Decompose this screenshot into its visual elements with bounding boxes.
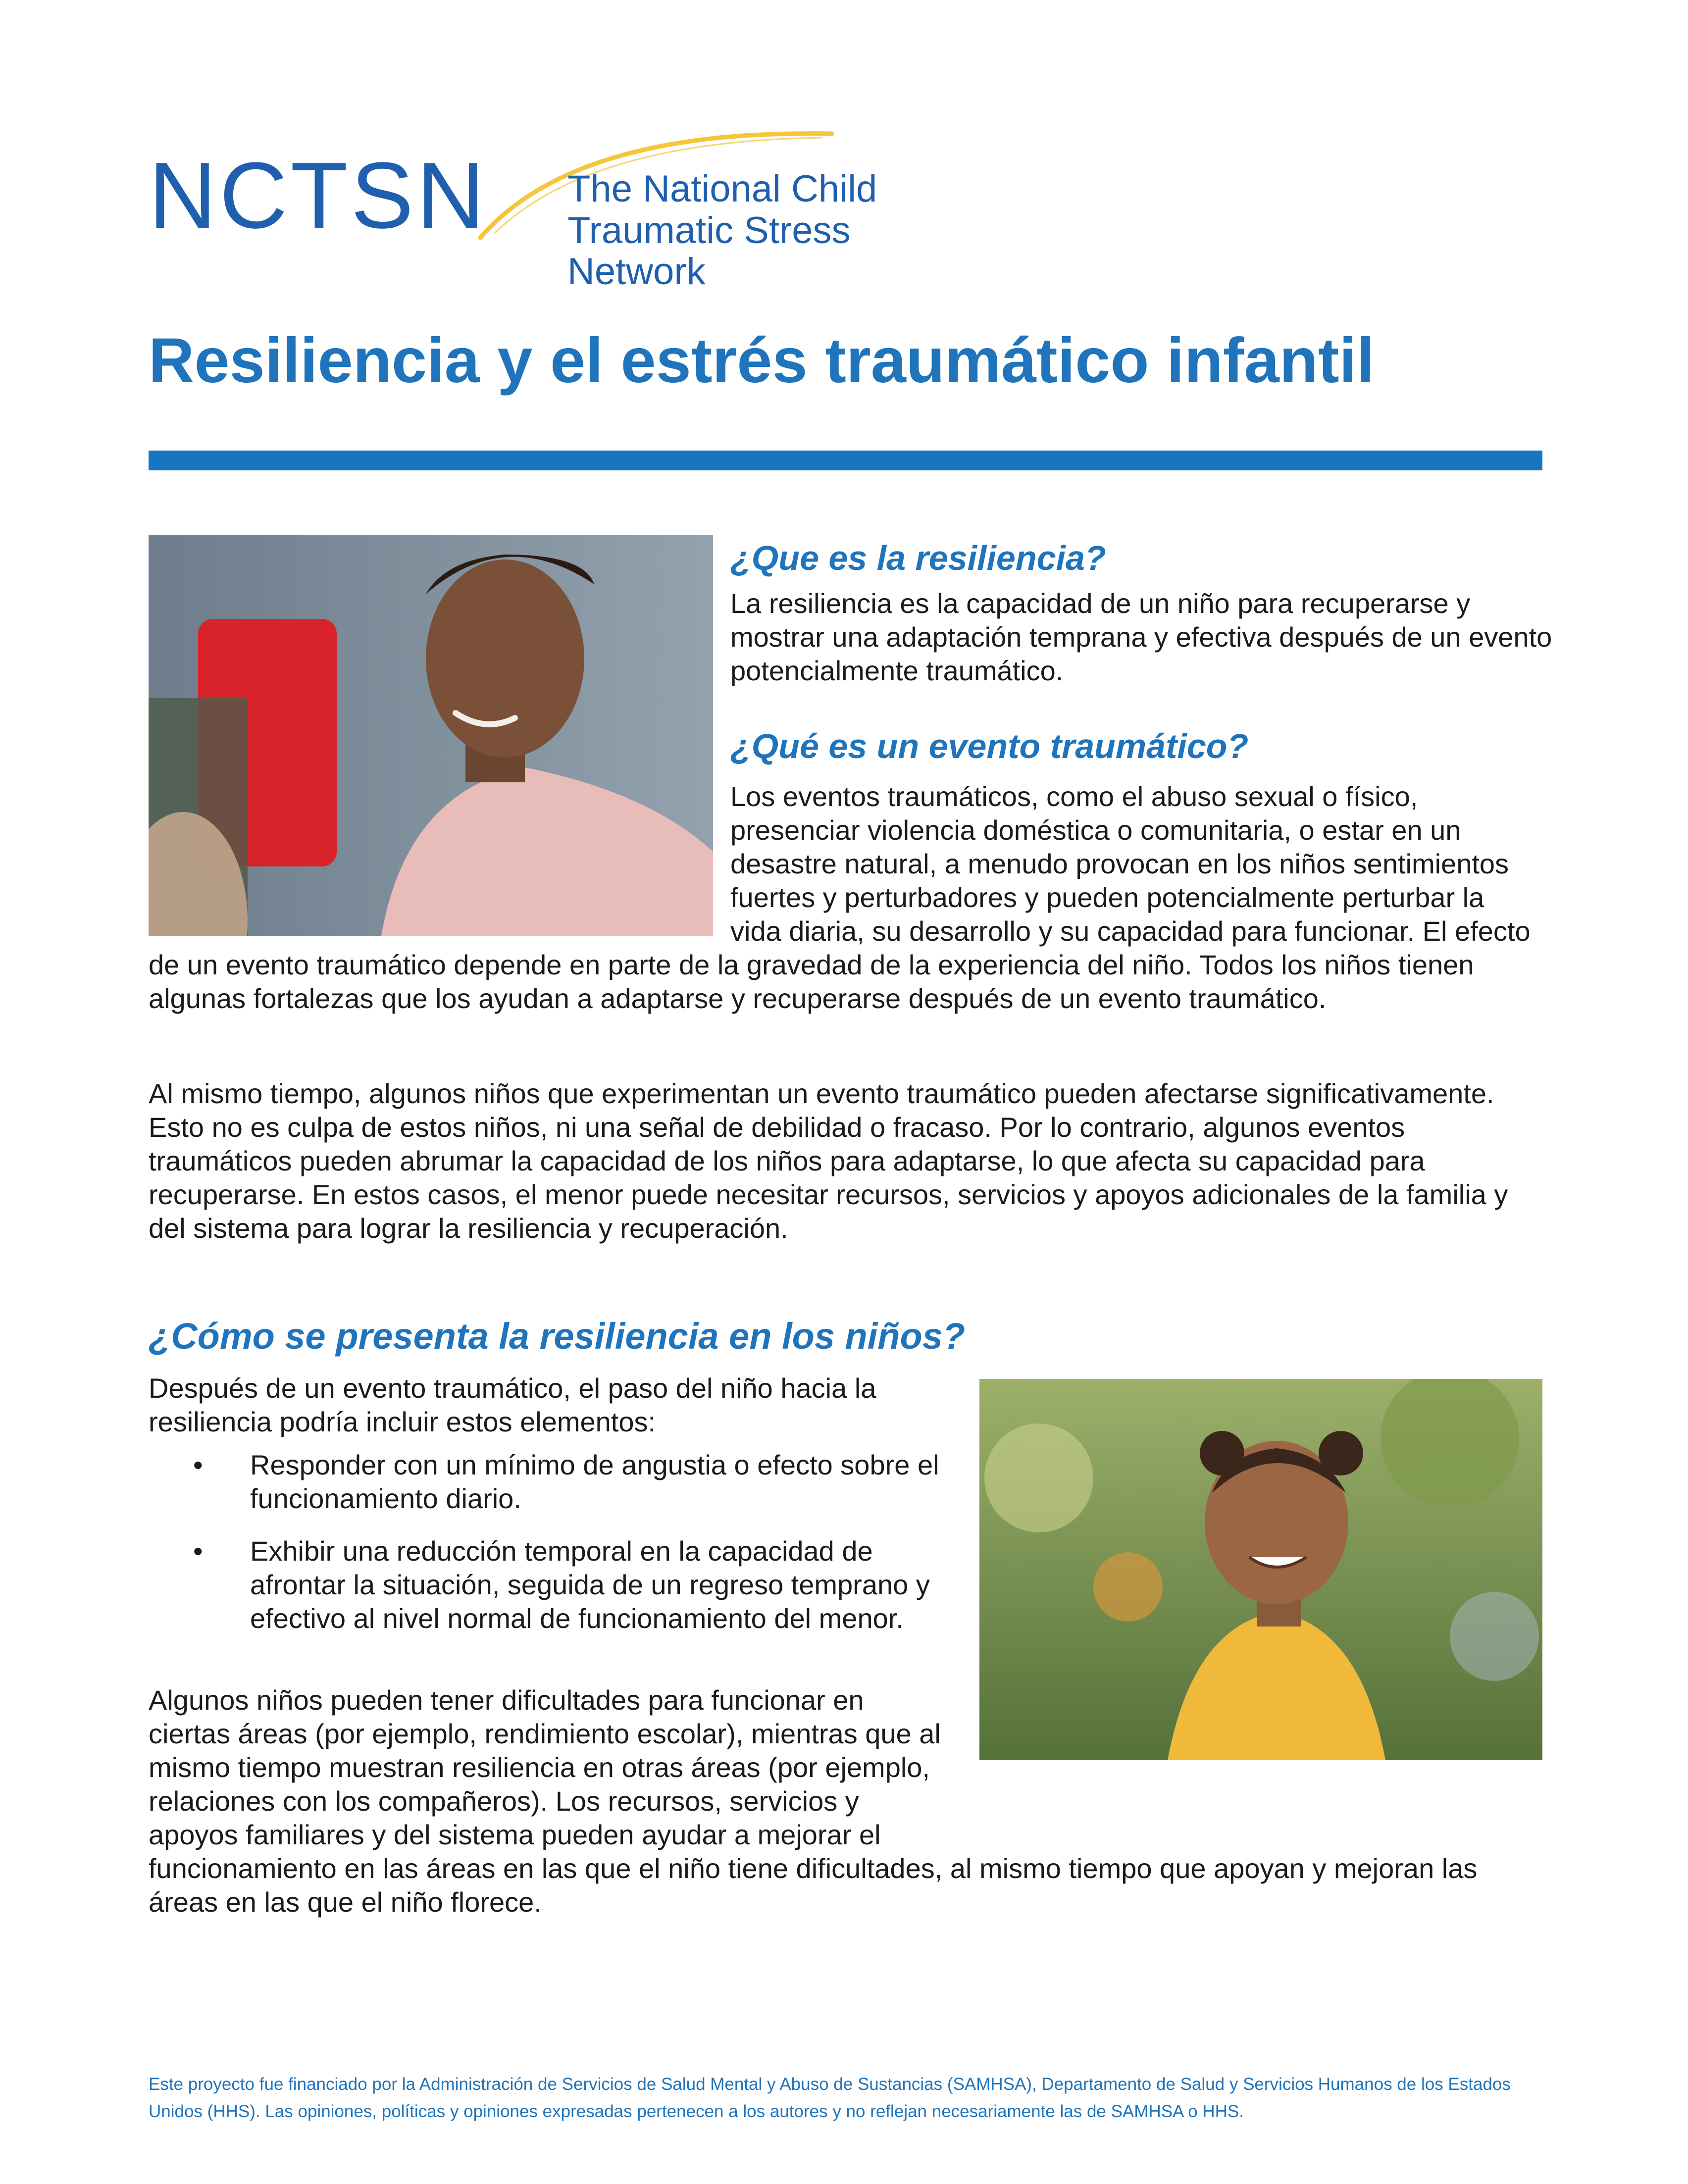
title-divider	[149, 451, 1542, 470]
bullet-icon: •	[193, 1535, 203, 1567]
bullet-icon: •	[193, 1449, 203, 1480]
page-title: Resiliencia y el estrés traumático infantil	[149, 325, 1375, 396]
logo-org-line2: Traumatic Stress Network	[567, 209, 851, 293]
logo-org-line1: The National Child	[567, 168, 877, 210]
section-heading-resilience: ¿Que es la resiliencia?	[730, 539, 1106, 577]
funding-disclaimer: Este proyecto fue financiado por la Administración de Servicios de Salud Mental y Abuso de Sustancias (SAMHSA), Departamento de Salud y Servicios Humanos de los Estados Unidos (HHS). Las opiniones, políticas y opiniones expresadas pertenecen a los autores y no reflejan necesariamente las de SAMHSA o HHS.	[149, 2075, 1511, 2121]
closing-text-block	[149, 1683, 1542, 1919]
traumatic-event-impact: Al mismo tiempo, algunos niños que experimentan un evento traumático pueden afectarse significativamente. Esto no es culpa de estos niños, ni una señal de debilidad o fracaso. Por lo contrario, algunos eventos traumáticos pueden abrumar la capacidad de los niños para adaptarse, lo que afecta su capacidad para recuperarse. En estos casos, el menor puede necesitar recursos, servicios y apoyos adicionales de la familia y del sistema para lograr la resiliencia y recuperación.	[149, 1078, 1508, 1244]
list-item-text: Exhibir una reducción temporal en la capacidad de afrontar la situación, seguida de un regreso temprano y efectivo al nivel normal de funcionamiento del menor.	[250, 1535, 930, 1634]
list-item	[193, 1448, 966, 1516]
logo-organization-name	[567, 168, 990, 293]
logo-acronym: NCTSN	[149, 143, 488, 248]
resilience-definition: La resiliencia es la capacidad de un niño para recuperarse y mostrar una adaptación temprana y efectiva después de un evento potencialmente traumático.	[730, 588, 1552, 686]
resilience-closing-paragraph: Algunos niños pueden tener dificultades para funcionar en ciertas áreas (por ejemplo, rendimiento escolar), mientras que al mismo tiempo muestran resiliencia en otras áreas (por ejemplo, relaciones con los compañeros). Los recursos, servicios y apoyos familiares y del sistema pueden ayudar a mejorar el funcionamiento en las áreas en las que el niño tiene dificultades, al mismo tiempo que apoyan y mejoran las áreas en las que el niño florece.	[149, 1684, 1478, 1918]
list-item	[193, 1534, 966, 1635]
section-heading-traumatic-event: ¿Qué es un evento traumático?	[730, 727, 1249, 765]
traumatic-event-text-block	[149, 780, 1542, 1016]
resilience-intro: Después de un evento traumático, el paso del niño hacia la resiliencia podría incluir estos elementos:	[149, 1372, 876, 1437]
traumatic-event-definition: Los eventos traumáticos, como el abuso sexual o físico, presenciar violencia doméstica o comunitaria, o estar en un desastre natural, a menudo provocan en los niños sentimientos fuertes y perturbadores y pueden potencialmente perturbar la vida diaria, su desarrollo y su capacidad para funcionar. El efecto de un evento traumático depende en parte de la gravedad de la experiencia del niño. Todos los niños tienen algunas fortalezas que los ayudan a adaptarse y recuperarse después de un evento traumático.	[149, 781, 1531, 1014]
list-item-text: Responder con un mínimo de angustia o efecto sobre el funcionamiento diario.	[250, 1449, 939, 1514]
resilience-elements-list	[193, 1448, 966, 1654]
nctsn-logo	[149, 114, 990, 293]
section-heading-how-resilience-shows: ¿Cómo se presenta la resiliencia en los niños?	[149, 1316, 966, 1357]
